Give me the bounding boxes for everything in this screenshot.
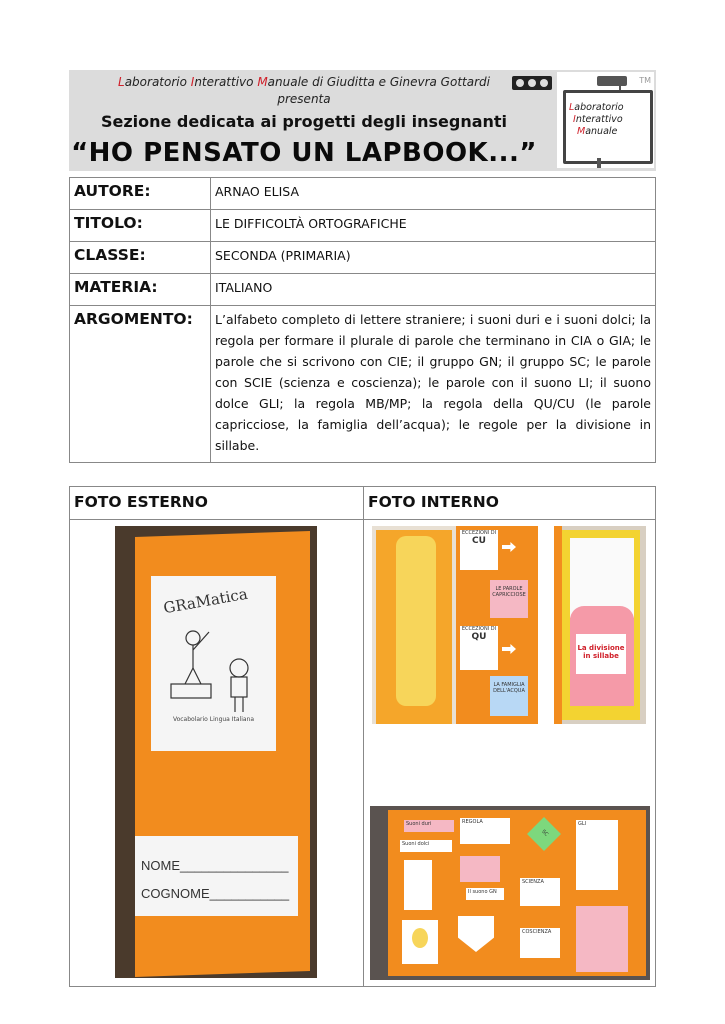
presenta-text: presenta [277, 92, 331, 106]
logo-initial: M [577, 126, 586, 137]
argomento-label: ARGOMENTO: [70, 306, 211, 463]
name-box [135, 836, 298, 916]
lapbook-interior-photo-3 [370, 806, 650, 980]
credit-part: aboratorio [124, 75, 191, 89]
classe-value: SECONDA (PRIMARIA) [211, 242, 656, 274]
famiglia-card [490, 676, 528, 716]
titolo-value: LE DIFFICOLTÀ ORTOGRAFICHE [211, 210, 656, 242]
pink-card [460, 856, 500, 882]
pink-list-card [576, 906, 628, 972]
children-drawing-icon [151, 576, 276, 751]
sillabe-card: La divisione in sillabe [576, 634, 626, 674]
card-title: QU [471, 632, 487, 642]
suoni-duri-tag: Suoni duri [404, 820, 454, 832]
white-list-card [404, 860, 432, 910]
creative-commons-by-nc-nd-icon [512, 76, 552, 90]
table-row [70, 520, 656, 987]
project-info-table [69, 177, 656, 463]
logo-text [569, 102, 624, 138]
foto-esterno-cell [70, 520, 364, 987]
logo-initial: L [569, 102, 575, 113]
sc-tag: SC [527, 817, 561, 851]
autore-label: AUTORE: [70, 178, 211, 210]
lapbook-cover-photo [115, 526, 317, 978]
credit-line [69, 74, 539, 90]
card-caption: ECCEZIONI DI [461, 530, 497, 536]
argomento-value: L’alfabeto completo di lettere straniere; i suoni duri e i suoni dolci; la regola per formare il plurale di parole che terminano in CIA o GIA; le parole che si scrivono con CIE; il gruppo GN; il gruppo SC; le parole con SCIE (scienza e coscienza); le parole con il suono LI; il suono dolce GLI; la regola MB/MP; la regola della QU/CU (le parole capricciose, la famiglia dell’acqua); le regole per la divisione in sillabe. [211, 306, 656, 463]
photos-table [69, 486, 656, 987]
materia-value: ITALIANO [211, 274, 656, 306]
cover-label [151, 576, 276, 751]
scienza-tag: SCIENZA [520, 878, 560, 906]
section-title: Sezione dedicata ai progetti degli insegnanti [100, 112, 508, 131]
lapbook-interior-photo-2 [554, 526, 646, 724]
foto-interno-header: FOTO INTERNO [364, 487, 656, 520]
foto-interno-cell [364, 520, 656, 987]
trademark-mark: TM [639, 76, 651, 85]
alphabet-strip [396, 536, 436, 706]
credit-part: anuale di Giuditta e Ginevra Gottardi [267, 75, 490, 89]
logo-word: nterattivo [575, 114, 623, 125]
qu-card [460, 626, 498, 670]
lightbulb-icon [402, 920, 438, 964]
classe-label: CLASSE: [70, 242, 211, 274]
credit-part: L [118, 75, 125, 89]
logo-word: anuale [585, 126, 618, 137]
cognome-line: COGNOME___________ [141, 886, 290, 901]
cover-subtitle: Vocabolario Lingua Italiana [172, 716, 255, 723]
table-row [70, 487, 656, 520]
table-row [70, 210, 656, 242]
cu-card [460, 530, 498, 570]
credit-part: nterattivo [194, 75, 258, 89]
logo-initial: I [573, 114, 576, 125]
suoni-dolci-tag: Suoni dolci [400, 840, 452, 852]
foto-esterno-header: FOTO ESTERNO [70, 487, 364, 520]
document-header [69, 70, 656, 171]
credit-part: I [190, 75, 195, 89]
nome-line: NOME_______________ [141, 858, 289, 873]
page-title: “HO PENSATO UN LAPBOOK...” [71, 138, 537, 168]
card-title: CU [472, 536, 486, 546]
card-caption: LE PAROLE CAPRICCIOSE [492, 586, 526, 598]
table-row [70, 178, 656, 210]
lapbook-interior-photo-1 [372, 526, 538, 724]
coscienza-tag: COSCIENZA [520, 928, 560, 958]
table-row [70, 306, 656, 463]
titolo-label: TITOLO: [70, 210, 211, 242]
logo-word: aboratorio [574, 102, 624, 113]
capricciose-card [490, 580, 528, 618]
projector-icon [597, 76, 627, 86]
gli-tag: GLI [576, 820, 618, 890]
autore-value: ARNAO ELISA [211, 178, 656, 210]
credit-part: M [257, 75, 268, 89]
gn-tag: Il suono GN [466, 888, 504, 900]
card-caption: ECCEZIONI DI [461, 626, 497, 632]
table-row [70, 242, 656, 274]
table-row [70, 274, 656, 306]
laboratorio-logo [557, 72, 654, 168]
materia-label: MATERIA: [70, 274, 211, 306]
card-caption: LA FAMIGLIA DELL'ACQUA [493, 682, 525, 694]
cover-title: GRaMatica [162, 584, 249, 618]
regola-tag: REGOLA [460, 818, 510, 844]
